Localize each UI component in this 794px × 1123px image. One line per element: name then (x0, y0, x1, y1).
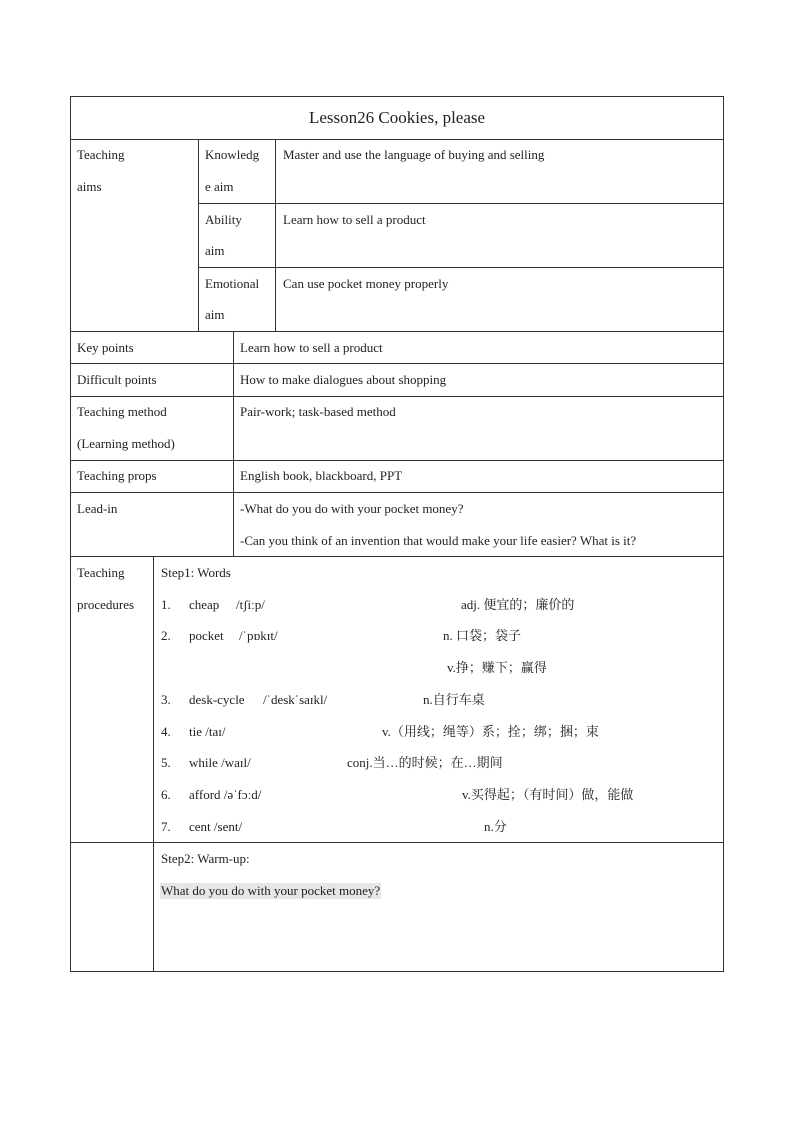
word-meaning: adj. 便宜的；廉价的 (461, 597, 575, 612)
word-meaning: v.买得起；（有时间）做，能做 (462, 787, 634, 802)
word-phonetic: /ˈpɒkɪt/ (239, 628, 278, 643)
word-number: 2. (161, 628, 171, 643)
knowledge-aim-label-line1: Knowledg (205, 147, 260, 162)
lesson-title: Lesson26 Cookies, please (308, 108, 486, 127)
ability-aim-label-line2: aim (205, 243, 225, 258)
difficult-points-label: Difficult points (77, 372, 157, 387)
word-term: desk-cycle (189, 692, 245, 707)
word-number: 4. (161, 724, 171, 739)
emotional-aim-label-line2: aim (205, 307, 225, 322)
aims-label-line1: Teaching (77, 147, 125, 162)
knowledge-aim-label-line2: e aim (205, 179, 234, 194)
warmup-question: What do you do with your pocket money? (161, 883, 381, 898)
emotional-aim-label-line1: Emotional (205, 276, 260, 291)
word-meaning: conj.当…的时候；在…期间 (347, 755, 503, 770)
word-number: 1. (161, 597, 171, 612)
row-divider (70, 396, 724, 397)
teaching-method-label-line2: (Learning method) (77, 436, 175, 451)
ability-aim-label-line1: Ability (205, 212, 242, 227)
difficult-points-value: How to make dialogues about shopping (240, 372, 447, 387)
lead-in-question-1: -What do you do with your pocket money? (240, 501, 464, 516)
procedures-label-line2: procedures (77, 597, 135, 612)
ability-aim-text: Learn how to sell a product (283, 212, 426, 227)
teaching-props-value: English book, blackboard, PPT (240, 468, 403, 483)
key-points-value: Learn how to sell a product (240, 340, 383, 355)
word-term: cheap (189, 597, 220, 612)
column-divider (153, 556, 154, 971)
word-term: afford /əˈfɔːd/ (189, 787, 262, 802)
word-phonetic: /tʃiːp/ (236, 597, 265, 612)
word-term: tie /taɪ/ (189, 724, 226, 739)
word-meaning: n. 口袋；袋子 (443, 628, 522, 643)
lead-in-question-2: -Can you think of an invention that would make your life easier? What is it? (240, 533, 637, 548)
word-term: pocket (189, 628, 224, 643)
word-number: 6. (161, 787, 171, 802)
word-term: while /waɪl/ (189, 755, 251, 770)
row-divider (70, 492, 724, 493)
word-meaning-alt: v.挣；赚下；赢得 (447, 660, 547, 675)
word-number: 3. (161, 692, 171, 707)
step2-heading: Step2: Warm-up: (161, 851, 250, 866)
knowledge-aim-text: Master and use the language of buying and selling (283, 147, 545, 162)
word-meaning: n.自行车桌 (423, 692, 485, 707)
row-divider (198, 267, 724, 268)
column-divider (198, 139, 199, 331)
teaching-props-label: Teaching props (77, 468, 157, 483)
word-number: 7. (161, 819, 171, 834)
word-term: cent /sent/ (189, 819, 243, 834)
row-divider (70, 556, 724, 557)
row-divider (70, 842, 724, 843)
teaching-method-label-line1: Teaching method (77, 404, 167, 419)
row-divider (70, 460, 724, 461)
column-divider (233, 331, 234, 556)
row-divider (70, 139, 724, 140)
procedures-label-line1: Teaching (77, 565, 125, 580)
lead-in-label: Lead-in (77, 501, 118, 516)
column-divider (275, 139, 276, 331)
step1-heading: Step1: Words (161, 565, 231, 580)
aims-label-line2: aims (77, 179, 102, 194)
word-meaning: v.（用线；绳等）系；拴；绑；捆；束 (382, 724, 599, 739)
word-meaning: n.分 (484, 819, 507, 834)
word-phonetic: /ˈdeskˈsaɪkl/ (263, 692, 328, 707)
row-divider (70, 363, 724, 364)
key-points-label: Key points (77, 340, 134, 355)
word-number: 5. (161, 755, 171, 770)
teaching-method-value: Pair-work; task-based method (240, 404, 396, 419)
emotional-aim-text: Can use pocket money properly (283, 276, 449, 291)
row-divider (198, 203, 724, 204)
row-divider (70, 331, 724, 332)
